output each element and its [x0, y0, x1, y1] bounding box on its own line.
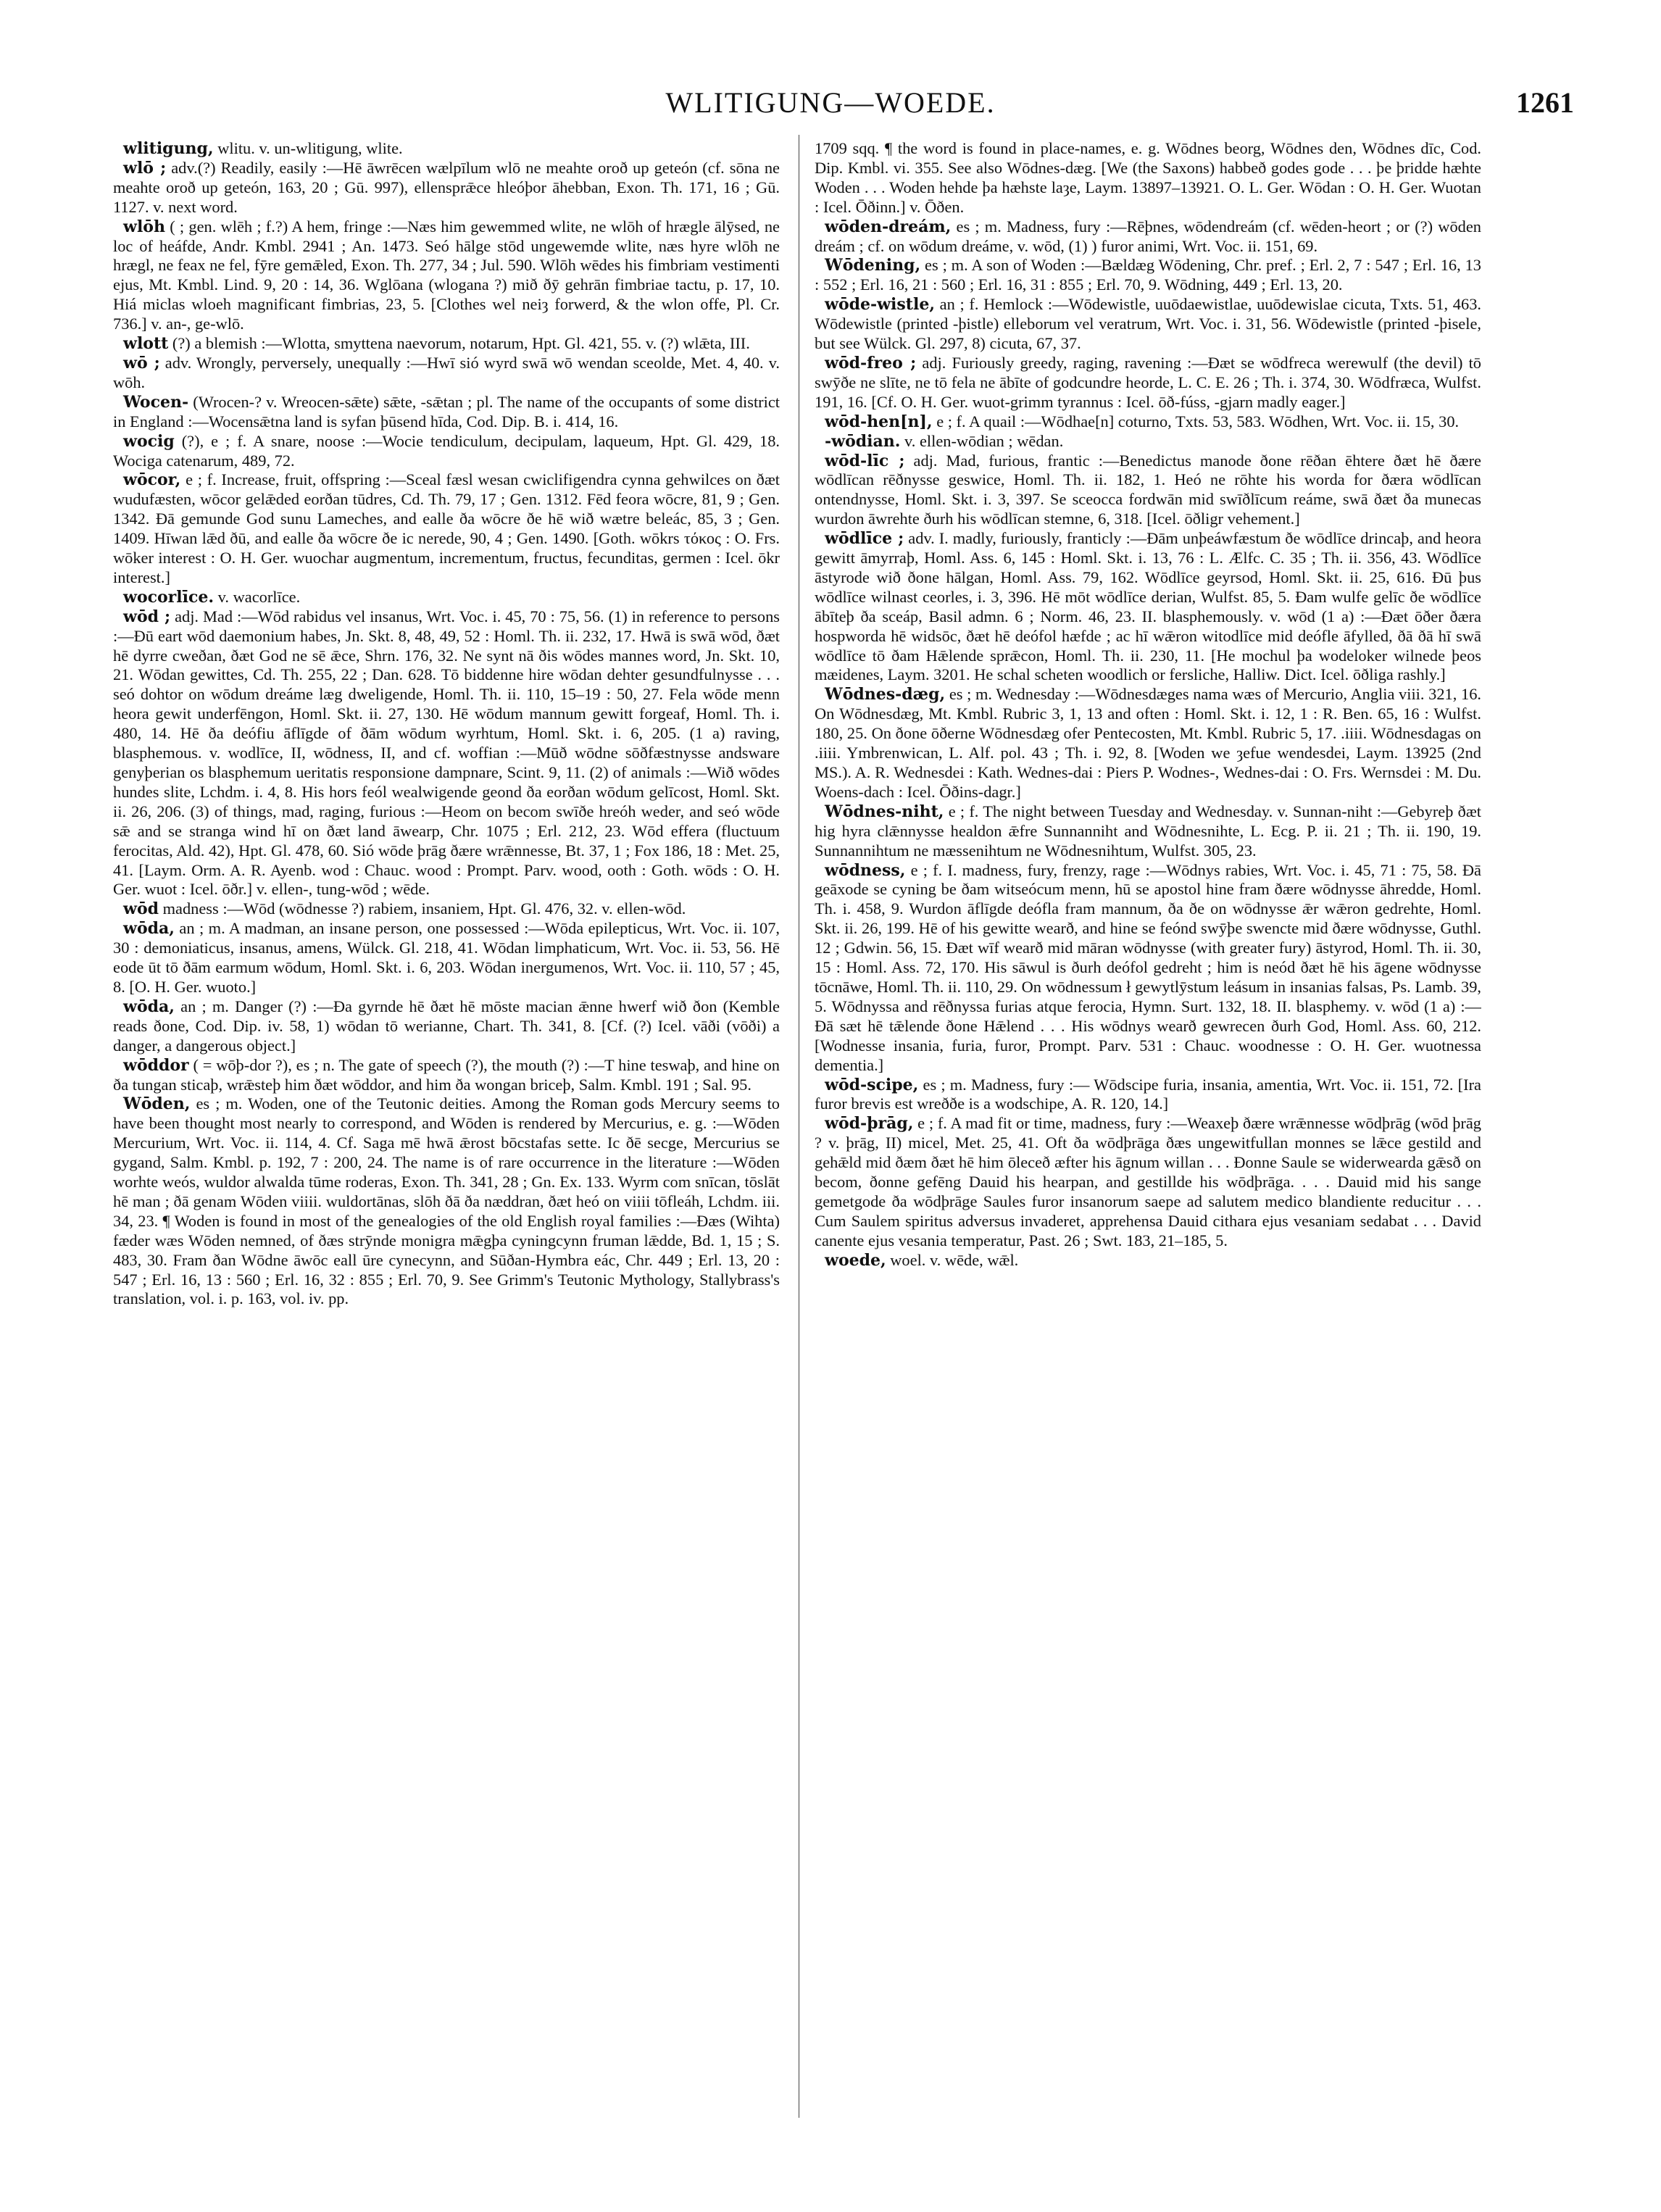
entry-body: e ; f. The night between Tuesday and Wednesday. v. Sunnan-niht :—Gebyreþ ðæt hig hyra clǣnnysse healdon ǣfre Sunnanniht and Wōdnesnihte, L. Ecg. P. ii. 21 ; Th. ii. 190, 19. Sunnannihtum ne mæssenihtum ne Wōdnesnihtum, Wulfst. 305, 23.: [815, 802, 1481, 860]
entry-headword: wōcor,: [123, 470, 181, 490]
entry-body: adv. Wrongly, perversely, unequally :—Hwī sió wyrd swā wō wendan sceolde, Met. 4, 40. v. wōh.: [113, 353, 780, 391]
entry-body: an ; f. Hemlock :—Wōdewistle, uuōdaewistlae, uuōdewislae cicuta, Txts. 51, 463. Wōdewistle (printed -þistle) elleborum vel veratrum, Wrt. Voc. i. 31, 56. Wōdewistle (printed -þisele, but see Wülck. Gl. 297, 8) cicuta, 67, 37.: [815, 295, 1481, 353]
entry-headword: wōd-līc ;: [825, 451, 905, 470]
entry-body: adv.(?) Readily, easily :—Hē āwrēcen wælpīlum wlō ne meahte oroð up geteón (cf. sōna ne meahte oroð up geteón, 163, 20 ; Gū. 997), ellensprǣce hleóþor āhebban, Exon. Th. 171, 16 ; Gū. 1127. v. next word.: [113, 158, 780, 216]
entry-body: e ; f. A mad fit or time, madness, fury :—Weaxeþ ðære wrǣnnesse wōdþrāg (wōd þrāg ? v. þrāg, II) micel, Met. 25, 41. Oft ða wōdþrāga ðæs ungewitfullan monnes se lǣce gestild and gehǣld mid ðæm ðæt hē him ōleceð æfter his āgnum willan . . . Ðonne Saule se widerwearda gǣsð on becom, ðonne gefēng Dauid his hearpan, and gestillde his wōdþrāga. . . . Dauid mid his sange gemetgode ða wōdþrāge Saules furor insanorum saepe ad salutem medico blandiente reducitur . . . Cum Saulem spiritus adversus invaderet, apprehensa Dauid cithara ejus vesaniam sedabat . . . David canente ejus vesania temperatur, Past. 26 ; Swt. 183, 21–185, 5.: [815, 1114, 1481, 1250]
dictionary-entry: [815, 217, 1481, 257]
entry-body: es ; m. Madness, fury :— Wōdscipe furia, insania, amentia, Wrt. Voc. ii. 151, 72. [Ira furor brevis est wreððe is a wodschipe, A. R. 120, 14.]: [815, 1075, 1481, 1113]
dictionary-entry: [113, 470, 780, 587]
dictionary-entry: [815, 432, 1481, 452]
entry-body: e ; f. Increase, fruit, offspring :—Sceal fæsl wesan cwiclifigendra cynna gehwilces on ðæt wudufæsten, wōcor gelǣded eorðan tūdres, Cd. Th. 79, 17 ; Gen. 1312. Fēd feora wōcre, 81, 9 ; Gen. 1342. Ðā gemunde God sunu Lameches, and ealle ða wōcre ðe hē wið wætre beleác, 85, 3 ; Gen. 1409. Hīwan lǣd ðū, and ealle ða wōcre ðe ic nerede, 90, 4 ; Gen. 1490. [Goth. wōkrs τόκος : O. Frs. wōker interest : O. H. Ger. wuochar augmentum, incrementum, fructus, fecunditas, germen : Icel. ōkr interest.]: [113, 470, 780, 586]
entry-headword: wōd ;: [123, 607, 171, 626]
dictionary-entry: [815, 256, 1481, 295]
entry-headword: wōda,: [123, 919, 175, 939]
entry-headword: wlott: [123, 334, 169, 354]
entry-body: (?) a blemish :—Wlotta, smyttena naevorum, notarum, Hpt. Gl. 421, 55. v. (?) wlǣta, III.: [172, 334, 750, 353]
dictionary-entry: [815, 685, 1481, 802]
entry-body: ( = wōþ-dor ?), es ; n. The gate of speech (?), the mouth (?) :—T hine teswaþ, and hine on ða tungan sticaþ, wrǣsteþ him ðæt wōddor, and him ða wongan briceþ, Salm. Kmbl. 191 ; Sal. 95.: [113, 1055, 780, 1094]
entry-body: es ; m. Woden, one of the Teutonic deities. Among the Roman gods Mercury seems to have been thought most nearly to correspond, and Wōden is rendered by Mercurius, e. g. :—Wōden Mercurium, Wrt. Voc. ii. 114, 4. Cf. Saga mē hwā ǣrost bōcstafas sette. Ic ðē secge, Mercurius se gygand, Salm. Kmbl. p. 192, 7 : 200, 24. The name is of rare occurrence in the literature :—Wōden worhte weós, wuldor alwalda tūme roderas, Exon. Th. 341, 28 ; Gn. Ex. 133. Wyrm com snīcan, tōslāt hē man ; ðā genam Wōden viiii. wuldortānas, slōh ðā ða næddran, ðæt heó on viiii tōfleáh, Lchdm. iii. 34, 23. ¶ Woden is found in most of the genealogies of the old English royal families :—Ðæs (Wihta) fæder wæs Wōden nemned, of ðæs strȳnde monigra mǣgþa cyningcynn fruman lǣdde, Bd. 1, 15 ; S. 483, 30. Fram ðan Wōdne āwōc eall ūre cynecynn, and Sūðan-Hymbra eác, Chr. 449 ; Erl. 13, 20 : 547 ; Erl. 16, 13 : 560 ; Erl. 16, 32 : 855 ; Erl. 70, 9. See Grimm's Teutonic Mythology, Stallybrass's translation, vol. i. p. 163, vol. iv. pp.: [113, 1094, 780, 1308]
dictionary-entry: [815, 452, 1481, 530]
entry-headword: wlōh: [123, 217, 165, 236]
dictionary-entry: [113, 919, 780, 997]
dictionary-entry: [113, 217, 780, 334]
entry-headword: wōdness,: [825, 860, 906, 880]
entry-headword: Wōdnes-niht,: [825, 802, 944, 821]
dictionary-entry: [815, 1251, 1481, 1271]
dictionary-entry: [815, 802, 1481, 861]
entry-headword: wōde-wistle,: [825, 295, 935, 315]
entry-body: (?), e ; f. A snare, noose :—Wocie tendiculum, decipulam, laqueum, Hpt. Gl. 429, 18. Wociga catenarum, 489, 72.: [113, 431, 780, 470]
entry-body: an ; m. Danger (?) :—Ða gyrnde hē ðæt hē mōste macian ǣnne hwerf wið ðon (Kemble reads ðone, Cod. Dip. iv. 58, 1) wōdan tō werianne, Chart. Th. 341, 8. [Cf. (?) Icel. vāði (vōði) a danger, a dangerous object.]: [113, 997, 780, 1055]
dictionary-entry: [113, 1094, 780, 1309]
entry-body: madness :—Wōd (wōdnesse ?) rabiem, insaniem, Hpt. Gl. 476, 32. v. ellen-wōd.: [162, 899, 686, 918]
dictionary-entry: [113, 159, 780, 217]
entry-headword: wōddor: [123, 1055, 189, 1075]
dictionary-entry: [113, 588, 780, 607]
entry-body: es ; m. Madness, fury :—Rēþnes, wōdendreám (cf. wēden-heort ; or (?) wōden dreám ; cf. on wōdum dreáme, v. wōd, (1) ) furor animi, Wrt. Voc. ii. 151, 69.: [815, 217, 1481, 255]
entry-headword: wōd-scipe,: [825, 1075, 919, 1094]
entry-headword: Wocen-: [123, 392, 189, 412]
dictionary-entry: [815, 1114, 1481, 1250]
dictionary-entry: [815, 1076, 1481, 1115]
entry-headword: -wōdian.: [825, 431, 901, 451]
entry-headword: wōd: [123, 899, 159, 919]
page-header: [87, 86, 1574, 129]
dictionary-entry: [815, 139, 1481, 217]
entry-headword: wocorlīce.: [123, 587, 215, 607]
dictionary-entry: [815, 295, 1481, 354]
entry-headword: wocig: [123, 431, 175, 451]
entry-body: es ; m. Wednesday :—Wōdnesdæges nama wæs of Mercurio, Anglia viii. 321, 16. On Wōdnesdæg, Mt. Kmbl. Rubric 3, 1, 13 and often : Homl. Skt. i. 12, 1 : R. Ben. 65, 16 : Wulfst. 180, 25. On ðone ōðerne Wōdnesdæg ofer Pentecosten, Mt. Kmbl. Rubric 5, 17. .iiii. Wōdnesdagas on .iiii. Ymbrenwican, L. Alf. pol. 43 ; Th. i. 92, 8. [Woden we ȝefue wendesdei, Laym. 13925 (2nd MS.). A. R. Wednesdei : Kath. Wednes-dai : Piers P. Wodnes-, Wednes-dai : O. Frs. Wernsdei : M. Du. Woens-dach : Icel. Ōðins-dagr.]: [815, 685, 1481, 801]
dictionary-entry: [113, 899, 780, 919]
entry-body: 1709 sqq. ¶ the word is found in place-names, e. g. Wōdnes beorg, Wōdnes den, Wōdnes dīc, Cod. Dip. Kmbl. vi. 355. See also Wōdnes-dæg. [We (the Saxons) habbeð godes gode . . . þe þridde hæhte Woden . . . Woden hehde þa hæhste laȝe, Laym. 13897–13921. O. L. Ger. Wōdan : O. H. Ger. Wuotan : Icel. Ōðinn.] v. Ōðen.: [815, 139, 1481, 216]
entry-body: es ; m. A son of Woden :—Bældæg Wōdening, Chr. pref. ; Erl. 2, 7 : 547 ; Erl. 16, 13 : 552 ; Erl. 16, 21 : 560 ; Erl. 16, 31 : 855 ; Erl. 70, 9. Wōdning, 449 ; Erl. 13, 20.: [815, 256, 1481, 294]
entry-headword: wōd-freo ;: [825, 353, 917, 373]
dictionary-entry: [113, 354, 780, 393]
dictionary-entry: [815, 354, 1481, 412]
entry-headword: wōdlīce ;: [825, 529, 904, 549]
entry-body: (Wrocen-? v. Wreocen-sǣte) sǣte, -sǣtan ; pl. The name of the occupants of some district in England :—Wocensǣtna land is syfan þūsend hīda, Cod. Dip. B. i. 414, 16.: [113, 392, 780, 431]
entry-headword: wōd-hen[n],: [825, 412, 933, 431]
dictionary-entry: [113, 432, 780, 471]
dictionary-entry: [113, 139, 780, 159]
entry-body: an ; m. A madman, an insane person, one possessed :—Wōda epilepticus, Wrt. Voc. ii. 107, 30 : demoniaticus, insanus, amens, Wülck. Gl. 218, 41. Wōdan limphaticum, Wrt. Voc. ii. 53, 56. Hē eode ūt tō ðām earmum wōdum, Homl. Skt. i. 6, 203. Wōdan inergumenos, Wrt. Voc. ii. 110, 57 ; 45, 8. [O. H. Ger. wuoto.]: [113, 919, 780, 996]
entry-body: wlitu. v. un-wlitigung, wlite.: [217, 139, 403, 157]
entry-body: adv. I. madly, furiously, franticly :—Ðām unþeáwfæstum ðe wōdlīce drincaþ, and heora gewitt āmyrraþ, Homl. Ass. 6, 145 : Homl. Skt. i. 13, 76 : L. Ælfc. C. 35 ; Th. ii. 356, 43. Wōdlīce āstyrode wið ðone hālgan, Homl. Ass. 79, 162. Wōdlīce geyrsod, Homl. Skt. ii. 25, 616. Ðū þus wōdlīce wilnast ceorles, i. 3, 396. Hē mōt wōdlīce derian, Wulfst. 85, 5. Ðam wulfe gelīc ðe wōdlīce ābīteþ ða sceáp, Basil admn. 6 ; Norm. 46, 23. II. blasphemously. v. wōd (1 a) :—Ðæt ōðer ðæra hospworda hē widsōc, ðæt hē deófol hæfde ; ac hī wǣron witodlīce mid deófle āfylled, ðā ðā hī swā wōdlīce tō ðam Hǣlende sprǣcon, Homl. Th. ii. 230, 11. [He mochul þa wodeloker wilnede þeos mæidenes, Laym. 3201. He schal scheten woodlich or fersliche, Halliw. Dict. Icel. ōðliga rashly.]: [815, 529, 1481, 684]
dictionary-entry: [815, 412, 1481, 432]
entry-body: adj. Mad :—Wōd rabidus vel insanus, Wrt. Voc. i. 45, 70 : 75, 56. (1) in reference to persons :—Ðū eart wōd daemonium habes, Jn. Skt. 8, 48, 49, 52 : Homl. Th. ii. 232, 17. Hwā is swā wōd, ðæt hē dyrre cweðan, ðæt God ne sē ǣce, Shrn. 176, 32. Ne synt nā ðis wōdes mannes word, Jn. Skt. 10, 21. Wōdan gewittes, Cd. Th. 255, 22 ; Dan. 628. Tō biddenne hire wōdan dehter gesundfulnysse . . . seó dohtor on wōdum dreáme læg dweligende, Homl. Th. ii. 110, 15–19 : 50, 27. Fela wōde menn heora gewit underfēngon, Homl. Skt. ii. 27, 130. Hē wōdum mannum gewitt forgeaf, Homl. Th. i. 480, 14. Hē ða deófiu āflīgde of ðām wōdum wyrhtum, Homl. Skt. i. 6, 205. (1 a) raving, blasphemous. v. wodlīce, II, wōdness, II, and cf. woffian :—Mūð wōdne sōðfæstnysse andsware genyþerian os blasphemum ueritatis responsione dampnare, Scint. 9, 11. (2) of animals :—Wið wōdes hundes slite, Lchdm. i. 4, 8. His hors feól wealwigende geond ða eorðan wōdum gelīcost, Homl. Skt. ii. 26, 206. (3) of things, mad, raging, furious :—Heom on becom swīðe hreóh weder, and seó wōde sǣ and se stranga wind hī on ðæt land āwearp, Chr. 1075 ; Erl. 212, 23. Wōd effera (fluctuum ferocitas, Ald. 42), Hpt. Gl. 478, 60. Sió wōde þrāg ðære wrǣnnesse, Bt. 37, 1 ; Fox 186, 18 : Met. 25, 41. [Laym. Orm. A. R. Ayenb. wod : Chauc. wood : Prompt. Parv. wood, ooth : Goth. wōds : O. H. Ger. wuot : Icel. ōðr.] v. ellen-, tung-wōd ; wēde.: [113, 607, 780, 899]
entry-body: ( ; gen. wlēh ; f.?) A hem, fringe :—Næs him gewemmed wlite, ne wlōh of hrægle ālȳsed, ne loc of heáfde, Andr. Kmbl. 2941 ; An. 1473. Seó hālge stōd ungewemde wlite, næs hyre wlōh ne hrægl, ne feax ne fel, fȳre gemǣled, Exon. Th. 277, 34 ; Jul. 590. Wlōh wēdes his fimbriam vestimenti ejus, Mt. Kmbl. Lind. 9, 20 : 14, 36. Wglōana (wlogana ?) mið ðȳ gehrān fimbriae tactu, p. 17, 10. Hiá miclas wloeh magnificant fimbrias, 23, 5. [Clothes wel neiȝ forwerd, & the wlon offe, Pl. Cr. 736.] v. an-, ge-wlō.: [113, 217, 780, 333]
dictionary-entry: [113, 393, 780, 432]
page-number: 1261: [1516, 86, 1574, 119]
dictionary-entry: [113, 334, 780, 354]
dictionary-entry: [113, 997, 780, 1056]
entry-headword: Wōdening,: [825, 256, 921, 275]
entry-headword: wlō ;: [123, 158, 167, 178]
entry-body: v. wacorlīce.: [217, 587, 301, 606]
dictionary-entry: [113, 1056, 780, 1095]
entry-headword: Wōdnes-dæg,: [825, 685, 946, 704]
dictionary-entry: [815, 861, 1481, 1076]
right-column: [815, 139, 1481, 2125]
entry-body: e ; f. I. madness, fury, frenzy, rage :—Wōdnys rabies, Wrt. Voc. i. 45, 71 : 75, 58. Ðā geāxode se cyning be ðam witseócum menn, hū se apostol hine fram ðære wōdnysse āhredde, Homl. Th. i. 458, 9. Wurdon āflīgde deófla fram mannum, ða ðe on wōdnysse ǣr wǣron gedrehte, Homl. Skt. ii. 26, 199. Hē of his gewitte wearð, and hine se feónd swȳþe swencte mid ðære wōdnysse, Guthl. 12 ; Gdwin. 56, 15. Ðæt wīf wearð mid māran wōdnysse (with greater fury) āstyrod, Homl. Th. ii. 30, 15 : Homl. Ass. 72, 170. His sāwul is ðurh deófol gedreht ; him is neód ðæt hē his āgene wōdnysse tōcnāwe, Homl. Th. ii. 110, 29. On wōdnessum ł gewytlȳstum leásum in insanias falsas, Ps. Lamb. 39, 5. Wōdnyssa and rēðnyssa furias atque ferocia, Hymn. Surt. 132, 18. II. blasphemy. v. wōd (1 a) :—Ðā sæt hē tǣlende ðone Hǣlend . . . His wōdnys wearð gewrecen ðurh God, Homl. Ass. 60, 212. [Wodnesse insania, furia, furor, Prompt. Parv. 531 : Chauc. woodnesse : O. H. Ger. wuotnessa dementia.]: [815, 860, 1481, 1074]
entry-body: adj. Mad, furious, frantic :—Benedictus manode ðone rēðan ēhtere ðæt hē ðære wōdlīcan rēðnysse geswice, Homl. Th. ii. 182, 1. Heó ne rōhte his worda for ðæra wōdlīcan ontendnysse, Homl. Skt. i. 3, 397. Se sceocca fordwān mid swīðlīcum reáme, swā ðæt ða munecas wurdon āwrehte ðurh his wōdlīcan stemne, 6, 318. [Icel. ōðligr vehement.]: [815, 451, 1481, 528]
entry-headword: wōden-dreám,: [825, 217, 952, 236]
running-title: WLITIGUNG—WOEDE.: [665, 86, 996, 119]
entry-headword: wlitigung,: [123, 139, 214, 158]
left-column: [113, 139, 780, 2125]
dictionary-entry: [815, 529, 1481, 685]
entry-headword: wōda,: [123, 997, 175, 1016]
entry-body: woel. v. wēde, wǣl.: [890, 1250, 1019, 1269]
entry-body: adj. Furiously greedy, raging, ravening :—Ðæt se wōdfreca werewulf (the devil) tō swȳðe ne slīte, ne tō fela ne ābīte of godcundre heorde, L. C. E. 26 ; Th. i. 374, 30. Wōdfræca, Wulfst. 191, 16. [Cf. O. H. Ger. wuot-grimm tyrannus : Icel. ōð-fúss, -gjarn madly eager.]: [815, 353, 1481, 411]
entry-body: v. ellen-wōdian ; wēdan.: [904, 431, 1064, 450]
entry-headword: woede,: [825, 1250, 886, 1270]
entry-body: e ; f. A quail :—Wōdhae[n] coturno, Txts. 53, 583. Wōdhen, Wrt. Voc. ii. 15, 30.: [936, 412, 1460, 431]
dictionary-entry: [113, 607, 780, 900]
entry-headword: wō ;: [123, 353, 160, 373]
entry-headword: wōd-þrāg,: [825, 1114, 914, 1134]
entry-headword: Wōden,: [123, 1094, 191, 1114]
